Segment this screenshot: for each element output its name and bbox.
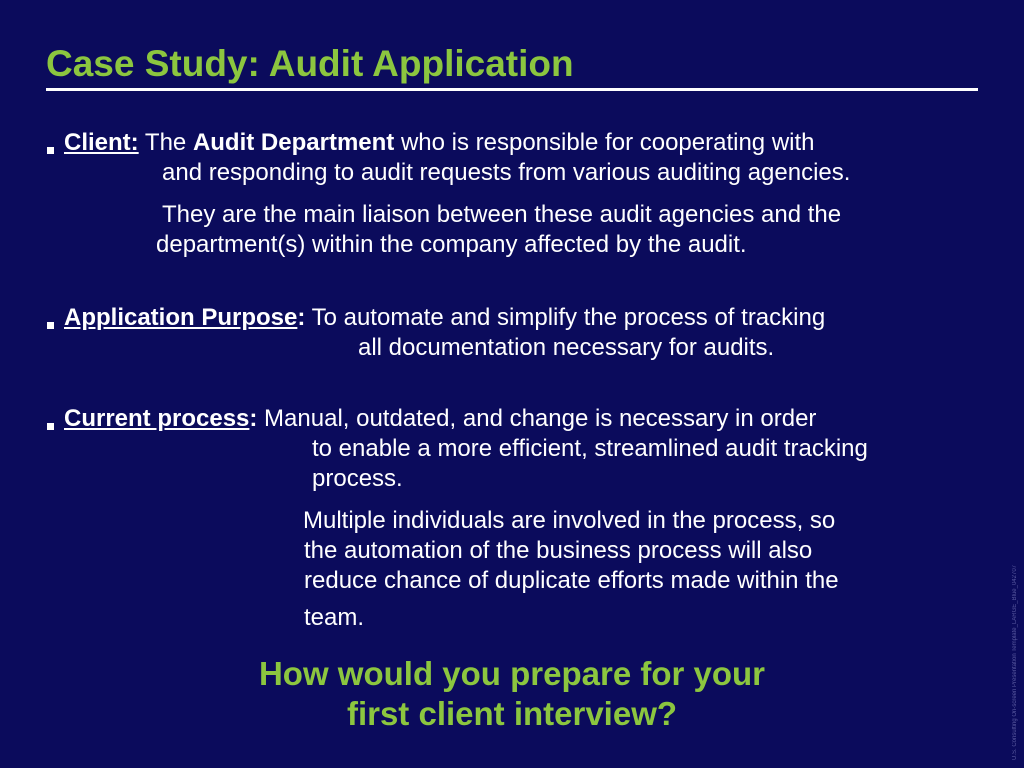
purpose-label: Application Purpose — [64, 304, 298, 331]
current-colon: : — [249, 405, 258, 432]
current-para2-line-1: Multiple individuals are involved in the process, so — [303, 507, 836, 534]
purpose-colon: : — [297, 304, 306, 331]
current-line-3: process. — [312, 465, 403, 492]
bullet-client — [47, 147, 54, 154]
bullet-purpose — [47, 322, 54, 329]
bullet-current — [47, 423, 54, 430]
client-line-1 — [64, 128, 815, 158]
slide-title: Case Study: Audit Application — [46, 43, 574, 84]
purpose-text: To automate and simplify the process of tracking — [305, 304, 826, 331]
client-label: Client: — [64, 129, 139, 156]
title-underline — [46, 88, 978, 91]
client-para2-line-2: department(s) within the company affected by the audit. — [156, 231, 747, 258]
current-label: Current process — [64, 405, 250, 432]
current-para2-line-3: reduce chance of duplicate efforts made within the — [304, 567, 839, 594]
client-line-2: and responding to audit requests from various auditing agencies. — [162, 159, 851, 186]
current-para2-line-4: team. — [304, 604, 365, 631]
purpose-line-1 — [64, 303, 825, 333]
current-line-2: to enable a more efficient, streamlined audit tracking — [312, 435, 868, 462]
current-text: Manual, outdated, and change is necessary in order — [257, 405, 817, 432]
client-text-pre: The — [138, 129, 193, 156]
purpose-line-2: all documentation necessary for audits. — [358, 334, 775, 361]
template-footer: U.S. Consulting On-screen Presentation Template_LARGE_Blue_042707 — [1012, 565, 1018, 761]
question-line-1: How would you prepare for your — [258, 655, 766, 692]
current-para2-line-2: the automation of the business process will also — [304, 537, 813, 564]
client-text-post: who is responsible for cooperating with — [394, 129, 815, 156]
question-line-2: first client interview? — [346, 695, 678, 732]
client-para2-line-1: They are the main liaison between these audit agencies and the — [162, 201, 842, 228]
current-line-1 — [64, 404, 816, 434]
client-audit-department: Audit Department — [192, 129, 395, 156]
